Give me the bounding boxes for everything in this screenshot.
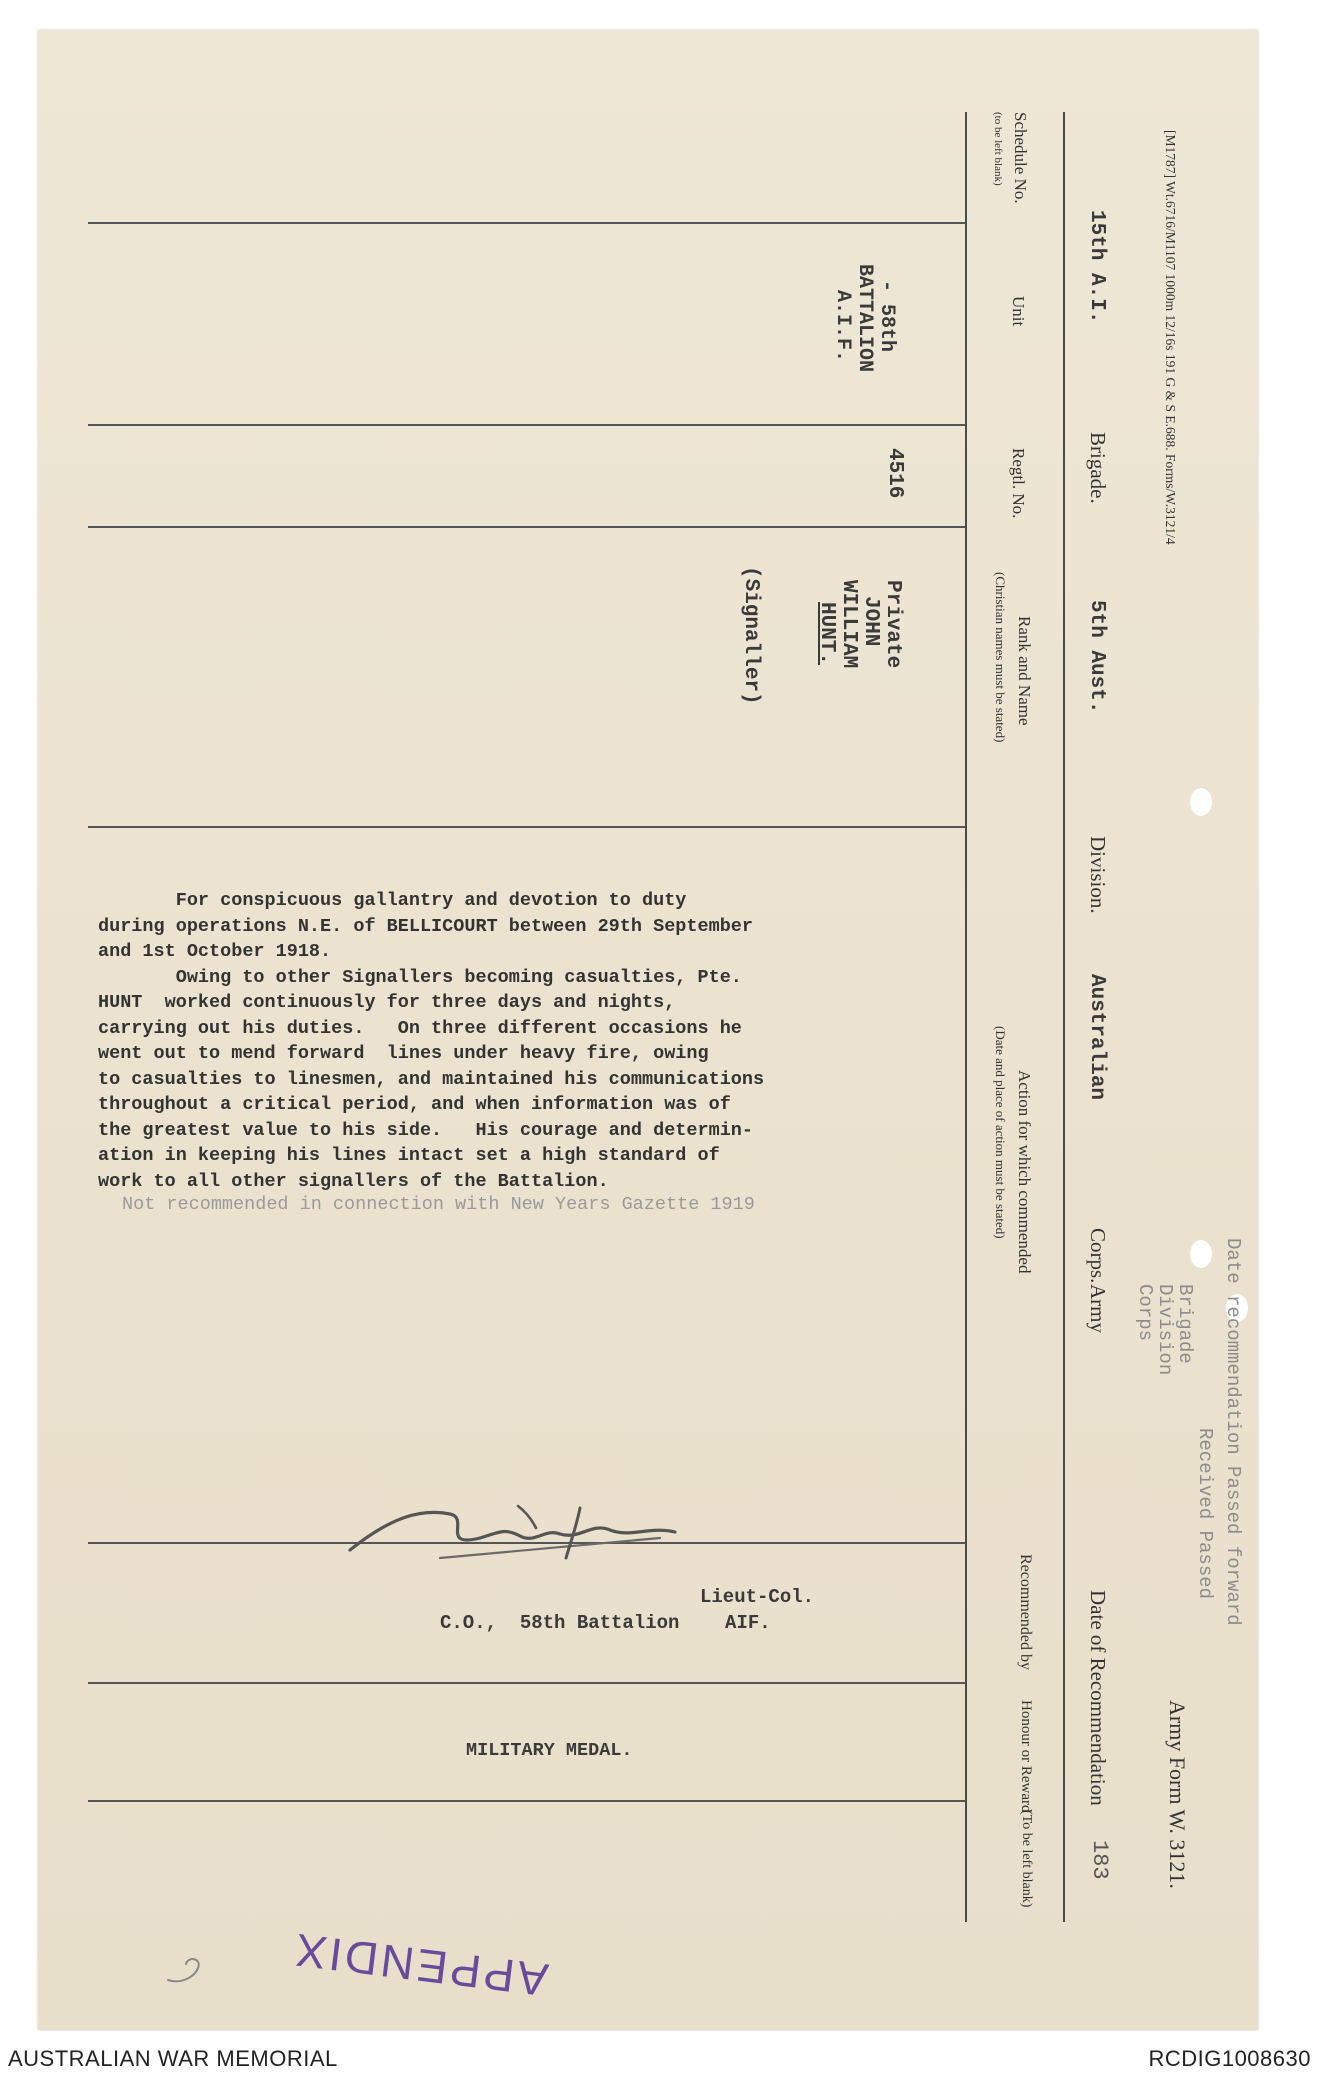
division-value: 5th Aust. (1085, 600, 1108, 714)
division-label: Division. (1086, 836, 1110, 914)
stamp-subtitle: Received Passed (1194, 1428, 1216, 1600)
form-rule (1063, 112, 1065, 1922)
entry-unit-line2: BATTALION (853, 264, 876, 373)
brigade-label: Brigade. (1086, 432, 1110, 504)
citation-text: For conspicuous gallantry and devotion to duty during operations N.E. of BELLICOURT between 29th September and 1st October 1918. Owing to other Signallers becoming casualties, Pte. HUNT worked continuously for three days and nights, carrying out his duties. On three different occasions he went out to mend forward lines under heavy fire, owing to casualties to linesmen, and maintained his communications throughout a critical period, and when information was of the greatest value to his side. His courage and determin- ation in keeping his lines intact set a high standard of work to all other signallers of the Battalion. (98, 890, 765, 1192)
row-divider (88, 1682, 965, 1684)
date-of-recommendation-value: 183 (1087, 1840, 1112, 1880)
punch-hole (1190, 788, 1212, 816)
entry-regtl-no: 4516 (883, 448, 906, 499)
appendix-stamp: APPENDIX (289, 1923, 551, 2007)
corps-value: Australian (1085, 974, 1108, 1101)
army-label: Army (1086, 1284, 1110, 1333)
signature (330, 1488, 730, 1578)
stamp-row-division: Division (1154, 1284, 1176, 1376)
column-header-regtl-no: Regtl. No. (1009, 448, 1028, 519)
entry-unit-line1: - 58th (875, 280, 898, 353)
brigade-value: 15th A.I. (1085, 210, 1108, 324)
entry-surname: HUNT. (815, 602, 838, 666)
column-header-rank-name-note: (Christian names must be stated) (993, 572, 1008, 743)
footer-archive-name: AUSTRALIAN WAR MEMORIAL (8, 2046, 338, 2071)
row-divider (88, 424, 965, 426)
column-header-unit: Unit (1009, 296, 1028, 327)
signature-rank: Lieut-Col. (700, 1586, 815, 1608)
entry-first-name: JOHN (859, 596, 882, 647)
stamp-row-corps: Corps (1134, 1284, 1156, 1342)
form-name: Army Form W. 3121. (1165, 1700, 1190, 1889)
column-header-action: Action for which commended (1015, 1070, 1034, 1274)
stamp-title: Date recommendation Passed forward (1222, 1238, 1244, 1626)
column-header-honour: Honour or Reward (1018, 1700, 1034, 1813)
citation-annotation: Not recommended in connection with New Years Gazette 1919 (122, 1194, 755, 1215)
column-header-rank-name: Rank and Name (1015, 616, 1034, 726)
form-rule (965, 112, 967, 1922)
entry-rank: Private (881, 580, 904, 669)
signature-unit: C.O., 58th Battalion AIF. (440, 1612, 771, 1634)
column-header-recommended-by: Recommended by (1017, 1554, 1034, 1670)
form-header-code: [M1787] Wt.6716/M1107 1000m 12/16s 191 G & S E.688. Forms/W.3121/4 (1163, 130, 1178, 545)
row-divider (88, 222, 965, 224)
row-divider (88, 826, 965, 828)
date-of-recommendation-label: Date of Recommendation (1086, 1590, 1110, 1806)
column-header-blank: (To be left blank) (1019, 1810, 1034, 1908)
row-divider (88, 1800, 965, 1802)
entry-middle-name: WILLIAM (837, 580, 860, 669)
row-divider (88, 526, 965, 528)
entry-role: (Signaller) (739, 566, 762, 705)
honour-value: MILITARY MEDAL. (466, 1740, 633, 1761)
footer-record-id: RCDIG1008630 (1148, 2046, 1311, 2071)
punch-hole (1190, 1240, 1212, 1268)
entry-unit-line3: A.I.F. (831, 290, 854, 363)
column-header-schedule-note: (to be left blank) (992, 112, 1004, 186)
pencil-mark (158, 1944, 218, 1990)
column-header-action-note: (Date and place of action must be stated) (993, 1026, 1008, 1239)
column-header-schedule: Schedule No. (1011, 112, 1030, 204)
stamp-row-brigade: Brigade (1174, 1284, 1196, 1364)
corps-label: Corps. (1086, 1228, 1110, 1284)
